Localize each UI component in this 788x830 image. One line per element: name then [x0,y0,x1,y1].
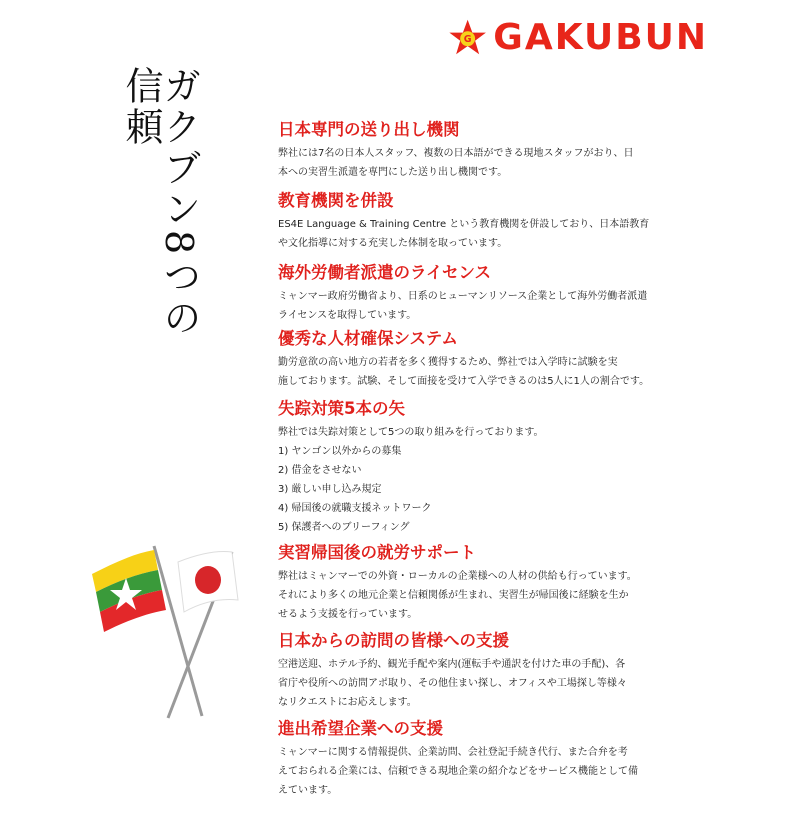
text-line: 弊社はミャンマーでの外資・ローカルの企業様への人材の供給も行っています。 [278,571,637,582]
section-heading: 日本専門の送り出し機関 [278,120,460,139]
sun-disc-icon [195,566,221,594]
section-text [278,743,650,800]
section-heading: 失踪対策5本の矢 [278,399,405,418]
flags-illustration [82,536,272,726]
section-text [278,287,650,325]
text-line: なリクエストにお応えします。 [278,697,417,708]
section-text [278,215,650,253]
section-5 [278,397,650,541]
section-text [278,567,650,624]
section-4 [278,327,650,397]
list-item: 4) 帰国後の就職支援ネットワーク [278,503,432,514]
text-line: 施しております。試験、そして面接を受けて入学できるのは5人に1人の割合です。 [278,376,650,387]
text-line: それにより多くの地元企業と信頼関係が生まれ、実習生が帰国後に経験を生か [278,590,629,601]
text-line: ES4E Language & Training Centre という教育機関を併設しており、日本語教育 [278,219,650,230]
list-item: 3) 厳しい申し込み規定 [278,484,382,495]
list-item: 5) 保護者へのブリーフィング [278,522,410,533]
section-text [278,655,650,712]
emblem-letter: G [463,34,472,46]
section-2 [278,189,650,261]
japan-flag [178,551,238,612]
text-line: や文化指導に対する充実した体制を取っています。 [278,238,508,249]
text-line: 省庁や役所への訪問アポ取り、その他住まい探し、オフィスや工場探し等様々 [278,678,627,689]
section-8 [278,717,650,800]
section-6 [278,541,650,629]
text-line: 空港送迎、ホテル予約、観光手配や案内(運転手や通訳を付けた車の手配)、各 [278,659,626,670]
myanmar-flag [92,550,166,632]
star-emblem-icon [448,9,487,67]
page-title: ガクブン8つの信頼 [119,66,201,340]
section-heading: 海外労働者派遣のライセンス [278,263,492,282]
section-text [278,144,650,182]
text-line: 弊社には7名の日本人スタッフ、複数の日本語ができる現地スタッフがおり、日 [278,148,634,159]
section-1 [278,118,650,189]
text-line: せるよう支援を行っています。 [278,609,418,620]
section-text [278,353,650,391]
section-heading: 日本からの訪問の皆様への支援 [278,631,509,650]
section-3 [278,261,650,327]
list-item: 2) 借金をさせない [278,465,362,476]
text-line: えています。 [278,785,338,796]
section-heading: 実習帰国後の就労サポート [278,543,476,562]
list-item: 1) ヤンゴン以外からの募集 [278,446,402,457]
section-heading: 教育機関を併設 [278,191,394,210]
section-heading: 進出希望企業への支援 [278,719,443,738]
text-line: 本への実習生派遣を専門にした送り出し機関です。 [278,167,508,178]
text-line: 勤労意欲の高い地方の若者を多く獲得するため、弊社では入学時に試験を実 [278,357,618,368]
section-heading: 優秀な人材確保システム [278,329,458,348]
text-line: 弊社では失踪対策として5つの取り組みを行っております。 [278,427,544,438]
text-line: ミャンマーに関する情報提供、企業訪問、会社登記手続き代行、また合弁を考 [278,747,628,758]
text-line: えておられる企業には、信頼できる現地企業の紹介などをサービス機能として備 [278,766,638,777]
brand-name: GAKUBUN [493,17,708,58]
trust-list [278,118,650,800]
gakubun-logo [448,8,708,68]
text-line: ライセンスを取得しています。 [278,310,417,321]
section-text [278,423,650,537]
text-line: ミャンマー政府労働省より、日系のヒューマンリソース企業として海外労働者派遣 [278,291,648,302]
section-7 [278,629,650,717]
